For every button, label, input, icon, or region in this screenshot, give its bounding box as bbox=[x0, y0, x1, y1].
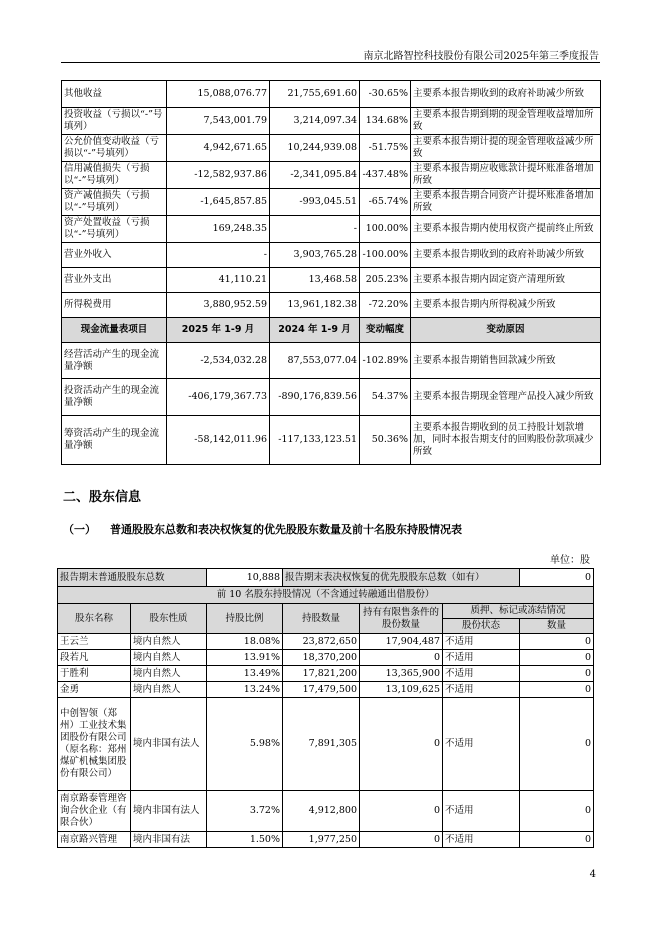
holder-count: 0 bbox=[520, 634, 594, 650]
holder-name: 金勇 bbox=[58, 682, 131, 698]
reason-cell: 主要系本报告期内使用权资产提前终止所致 bbox=[411, 216, 601, 243]
holder-ratio: 5.98% bbox=[207, 698, 283, 791]
holder-restricted: 0 bbox=[360, 698, 443, 791]
col-name: 股东名称 bbox=[58, 604, 131, 634]
summary-row bbox=[58, 569, 594, 587]
holder-qty: 1,977,250 bbox=[283, 832, 360, 848]
change-cell: -100.00% bbox=[360, 243, 411, 268]
holder-ratio: 13.49% bbox=[207, 666, 283, 682]
table-row bbox=[62, 81, 601, 108]
table-row bbox=[62, 243, 601, 268]
section-title: 二、股东信息 bbox=[63, 490, 142, 505]
holder-restricted: 13,365,900 bbox=[360, 666, 443, 682]
holder-nature: 境内自然人 bbox=[131, 650, 207, 666]
table-row bbox=[62, 379, 601, 416]
table-row bbox=[62, 268, 601, 293]
change-cell: -72.20% bbox=[360, 293, 411, 318]
holder-qty: 17,479,500 bbox=[283, 682, 360, 698]
holder-nature: 境内自然人 bbox=[131, 666, 207, 682]
value-2024: 13,468.58 bbox=[270, 268, 360, 293]
change-cell: 50.36% bbox=[360, 416, 411, 465]
holder-nature: 境内自然人 bbox=[131, 682, 207, 698]
holder-qty: 23,872,650 bbox=[283, 634, 360, 650]
change-cell: -102.89% bbox=[360, 343, 411, 379]
preferred-holders-value: 0 bbox=[520, 569, 594, 587]
reason-cell: 主要系本报告期销售回款减少所致 bbox=[411, 343, 601, 379]
item-cell: 投资活动产生的现金流量净额 bbox=[62, 379, 167, 416]
value-2025: 7,543,001.79 bbox=[167, 108, 270, 135]
value-2024: 3,214,097.34 bbox=[270, 108, 360, 135]
value-2024: 21,755,691.60 bbox=[270, 81, 360, 108]
holder-qty: 17,821,200 bbox=[283, 666, 360, 682]
holder-status: 不适用 bbox=[443, 634, 520, 650]
value-2024: 13,961,182.38 bbox=[270, 293, 360, 318]
cashflow-header-row bbox=[62, 318, 601, 343]
table-row bbox=[58, 832, 594, 848]
change-cell: 100.00% bbox=[360, 216, 411, 243]
holder-qty: 18,370,200 bbox=[283, 650, 360, 666]
item-cell: 资产减值损失（亏损以“-”号填列） bbox=[62, 189, 167, 216]
holder-ratio: 13.91% bbox=[207, 650, 283, 666]
value-2024: - bbox=[270, 216, 360, 243]
col-2025: 2025 年 1-9 月 bbox=[167, 318, 270, 343]
table-row bbox=[58, 791, 594, 832]
unit-label: 单位：股 bbox=[550, 555, 590, 566]
subsection-title bbox=[63, 521, 462, 537]
holder-restricted: 13,109,625 bbox=[360, 682, 443, 698]
col-change: 变动幅度 bbox=[360, 318, 411, 343]
value-2024: 87,553,077.04 bbox=[270, 343, 360, 379]
reason-cell: 主要系本报告期合同资产计提坏账准备增加所致 bbox=[411, 189, 601, 216]
holder-nature: 境内自然人 bbox=[131, 634, 207, 650]
table-row bbox=[62, 189, 601, 216]
holder-qty: 7,891,305 bbox=[283, 698, 360, 791]
col-2024: 2024 年 1-9 月 bbox=[270, 318, 360, 343]
change-cell: -437.48% bbox=[360, 162, 411, 189]
item-cell: 其他收益 bbox=[62, 81, 167, 108]
table-row bbox=[62, 108, 601, 135]
holder-count: 0 bbox=[520, 698, 594, 791]
holder-status: 不适用 bbox=[443, 698, 520, 791]
value-2025: 15,088,076.77 bbox=[167, 81, 270, 108]
value-2024: -117,133,123.51 bbox=[270, 416, 360, 465]
value-2024: -890,176,839.56 bbox=[270, 379, 360, 416]
value-2025: - bbox=[167, 243, 270, 268]
header-rule bbox=[61, 62, 600, 63]
holder-status: 不适用 bbox=[443, 650, 520, 666]
col-status: 股份状态 bbox=[443, 619, 520, 634]
change-cell: 134.68% bbox=[360, 108, 411, 135]
item-cell: 所得税费用 bbox=[62, 293, 167, 318]
income-cashflow-table bbox=[61, 80, 601, 465]
table-row bbox=[58, 698, 594, 791]
holder-name: 南京路兴管理 bbox=[58, 832, 131, 848]
change-cell: 54.37% bbox=[360, 379, 411, 416]
table-row bbox=[62, 162, 601, 189]
value-2025: 41,110.21 bbox=[167, 268, 270, 293]
holder-status: 不适用 bbox=[443, 832, 520, 848]
subsection-number: （一） bbox=[63, 523, 96, 536]
table-row bbox=[58, 650, 594, 666]
page-header: 南京北路智控科技股份有限公司2025年第三季度报告 bbox=[363, 51, 599, 62]
holder-ratio: 1.50% bbox=[207, 832, 283, 848]
value-2025: -1,645,857.85 bbox=[167, 189, 270, 216]
total-holders-label: 报告期末普通股股东总数 bbox=[58, 569, 207, 587]
col-count: 数量 bbox=[520, 619, 594, 634]
reason-cell: 主要系本报告期内固定资产清理所致 bbox=[411, 268, 601, 293]
item-cell: 营业外支出 bbox=[62, 268, 167, 293]
change-cell: -30.65% bbox=[360, 81, 411, 108]
value-2024: -2,341,095.84 bbox=[270, 162, 360, 189]
value-2025: -406,179,367.73 bbox=[167, 379, 270, 416]
value-2024: 3,903,765.28 bbox=[270, 243, 360, 268]
holder-name: 段若凡 bbox=[58, 650, 131, 666]
change-cell: 205.23% bbox=[360, 268, 411, 293]
value-2025: 169,248.35 bbox=[167, 216, 270, 243]
change-cell: -65.74% bbox=[360, 189, 411, 216]
page-number: 4 bbox=[589, 869, 596, 880]
item-cell: 投资收益（亏损以“-”号填列） bbox=[62, 108, 167, 135]
shareholder-table bbox=[57, 568, 594, 848]
reason-cell: 主要系本报告期收到的政府补助减少所致 bbox=[411, 243, 601, 268]
value-2025: -12,582,937.86 bbox=[167, 162, 270, 189]
col-restricted: 持有有限售条件的股份数量 bbox=[360, 604, 443, 634]
holder-nature: 境内非国有法人 bbox=[131, 698, 207, 791]
table-row bbox=[62, 293, 601, 318]
value-2025: 3,880,952.59 bbox=[167, 293, 270, 318]
holder-count: 0 bbox=[520, 666, 594, 682]
total-holders-value: 10,888 bbox=[207, 569, 283, 587]
item-cell: 经营活动产生的现金流量净额 bbox=[62, 343, 167, 379]
reason-cell: 主要系本报告期现金管理产品投入减少所致 bbox=[411, 379, 601, 416]
holder-count: 0 bbox=[520, 832, 594, 848]
reason-cell: 主要系本报告期到期的现金管理收益增加所致 bbox=[411, 108, 601, 135]
top10-header-row bbox=[58, 604, 594, 619]
holder-ratio: 18.08% bbox=[207, 634, 283, 650]
table-row bbox=[58, 682, 594, 698]
col-qty: 持股数量 bbox=[283, 604, 360, 634]
value-2025: -2,534,032.28 bbox=[167, 343, 270, 379]
holder-restricted: 0 bbox=[360, 650, 443, 666]
table-row bbox=[62, 416, 601, 465]
col-reason: 变动原因 bbox=[411, 318, 601, 343]
table-row bbox=[62, 216, 601, 243]
col-ratio: 持股比例 bbox=[207, 604, 283, 634]
reason-cell: 主要系本报告期收到的员工持股计划款增加，同时本报告期支付的回购股份款项减少所致 bbox=[411, 416, 601, 465]
holder-name: 王云兰 bbox=[58, 634, 131, 650]
holder-nature: 境内非国有法人 bbox=[131, 791, 207, 832]
holder-ratio: 3.72% bbox=[207, 791, 283, 832]
reason-cell: 主要系本报告期内所得税减少所致 bbox=[411, 293, 601, 318]
holder-name: 于胜利 bbox=[58, 666, 131, 682]
holder-name: 中创智领（郑州）工业技术集团股份有限公司（原名称：郑州煤矿机械集团股份有限公司） bbox=[58, 698, 131, 791]
holder-restricted: 0 bbox=[360, 832, 443, 848]
item-cell: 公允价值变动收益（亏损以“-”号填列） bbox=[62, 135, 167, 162]
reason-cell: 主要系本报告期应收账款计提坏账准备增加所致 bbox=[411, 162, 601, 189]
item-cell: 资产处置收益（亏损以“-”号填列） bbox=[62, 216, 167, 243]
reason-cell: 主要系本报告期计提的现金管理收益减少所致 bbox=[411, 135, 601, 162]
col-pledge: 质押、标记或冻结情况 bbox=[443, 604, 594, 619]
table-row bbox=[58, 634, 594, 650]
col-nature: 股东性质 bbox=[131, 604, 207, 634]
change-cell: -51.75% bbox=[360, 135, 411, 162]
item-cell: 营业外收入 bbox=[62, 243, 167, 268]
item-cell: 信用减值损失（亏损以“-”号填列） bbox=[62, 162, 167, 189]
holder-nature: 境内非国有法 bbox=[131, 832, 207, 848]
value-2025: 4,942,671.65 bbox=[167, 135, 270, 162]
value-2024: 10,244,939.08 bbox=[270, 135, 360, 162]
holder-qty: 4,912,800 bbox=[283, 791, 360, 832]
holder-ratio: 13.24% bbox=[207, 682, 283, 698]
holder-name: 南京路泰管理咨询合伙企业（有限合伙） bbox=[58, 791, 131, 832]
table-row bbox=[58, 666, 594, 682]
holder-status: 不适用 bbox=[443, 791, 520, 832]
holder-count: 0 bbox=[520, 791, 594, 832]
reason-cell: 主要系本报告期收到的政府补助减少所致 bbox=[411, 81, 601, 108]
top10-title: 前 10 名股东持股情况（不含通过转融通出借股份） bbox=[58, 587, 594, 604]
col-item: 现金流量表项目 bbox=[62, 318, 167, 343]
holder-restricted: 17,904,487 bbox=[360, 634, 443, 650]
table-row bbox=[62, 343, 601, 379]
value-2024: -993,045.51 bbox=[270, 189, 360, 216]
holder-count: 0 bbox=[520, 682, 594, 698]
subsection-text: 普通股股东总数和表决权恢复的优先股股东数量及前十名股东持股情况表 bbox=[110, 523, 462, 536]
item-cell: 筹资活动产生的现金流量净额 bbox=[62, 416, 167, 465]
holder-count: 0 bbox=[520, 650, 594, 666]
value-2025: -58,142,011.96 bbox=[167, 416, 270, 465]
holder-status: 不适用 bbox=[443, 666, 520, 682]
holder-restricted: 0 bbox=[360, 791, 443, 832]
top10-title-row bbox=[58, 587, 594, 604]
holder-status: 不适用 bbox=[443, 682, 520, 698]
table-row bbox=[62, 135, 601, 162]
preferred-holders-label: 报告期末表决权恢复的优先股股东总数（如有） bbox=[283, 569, 520, 587]
